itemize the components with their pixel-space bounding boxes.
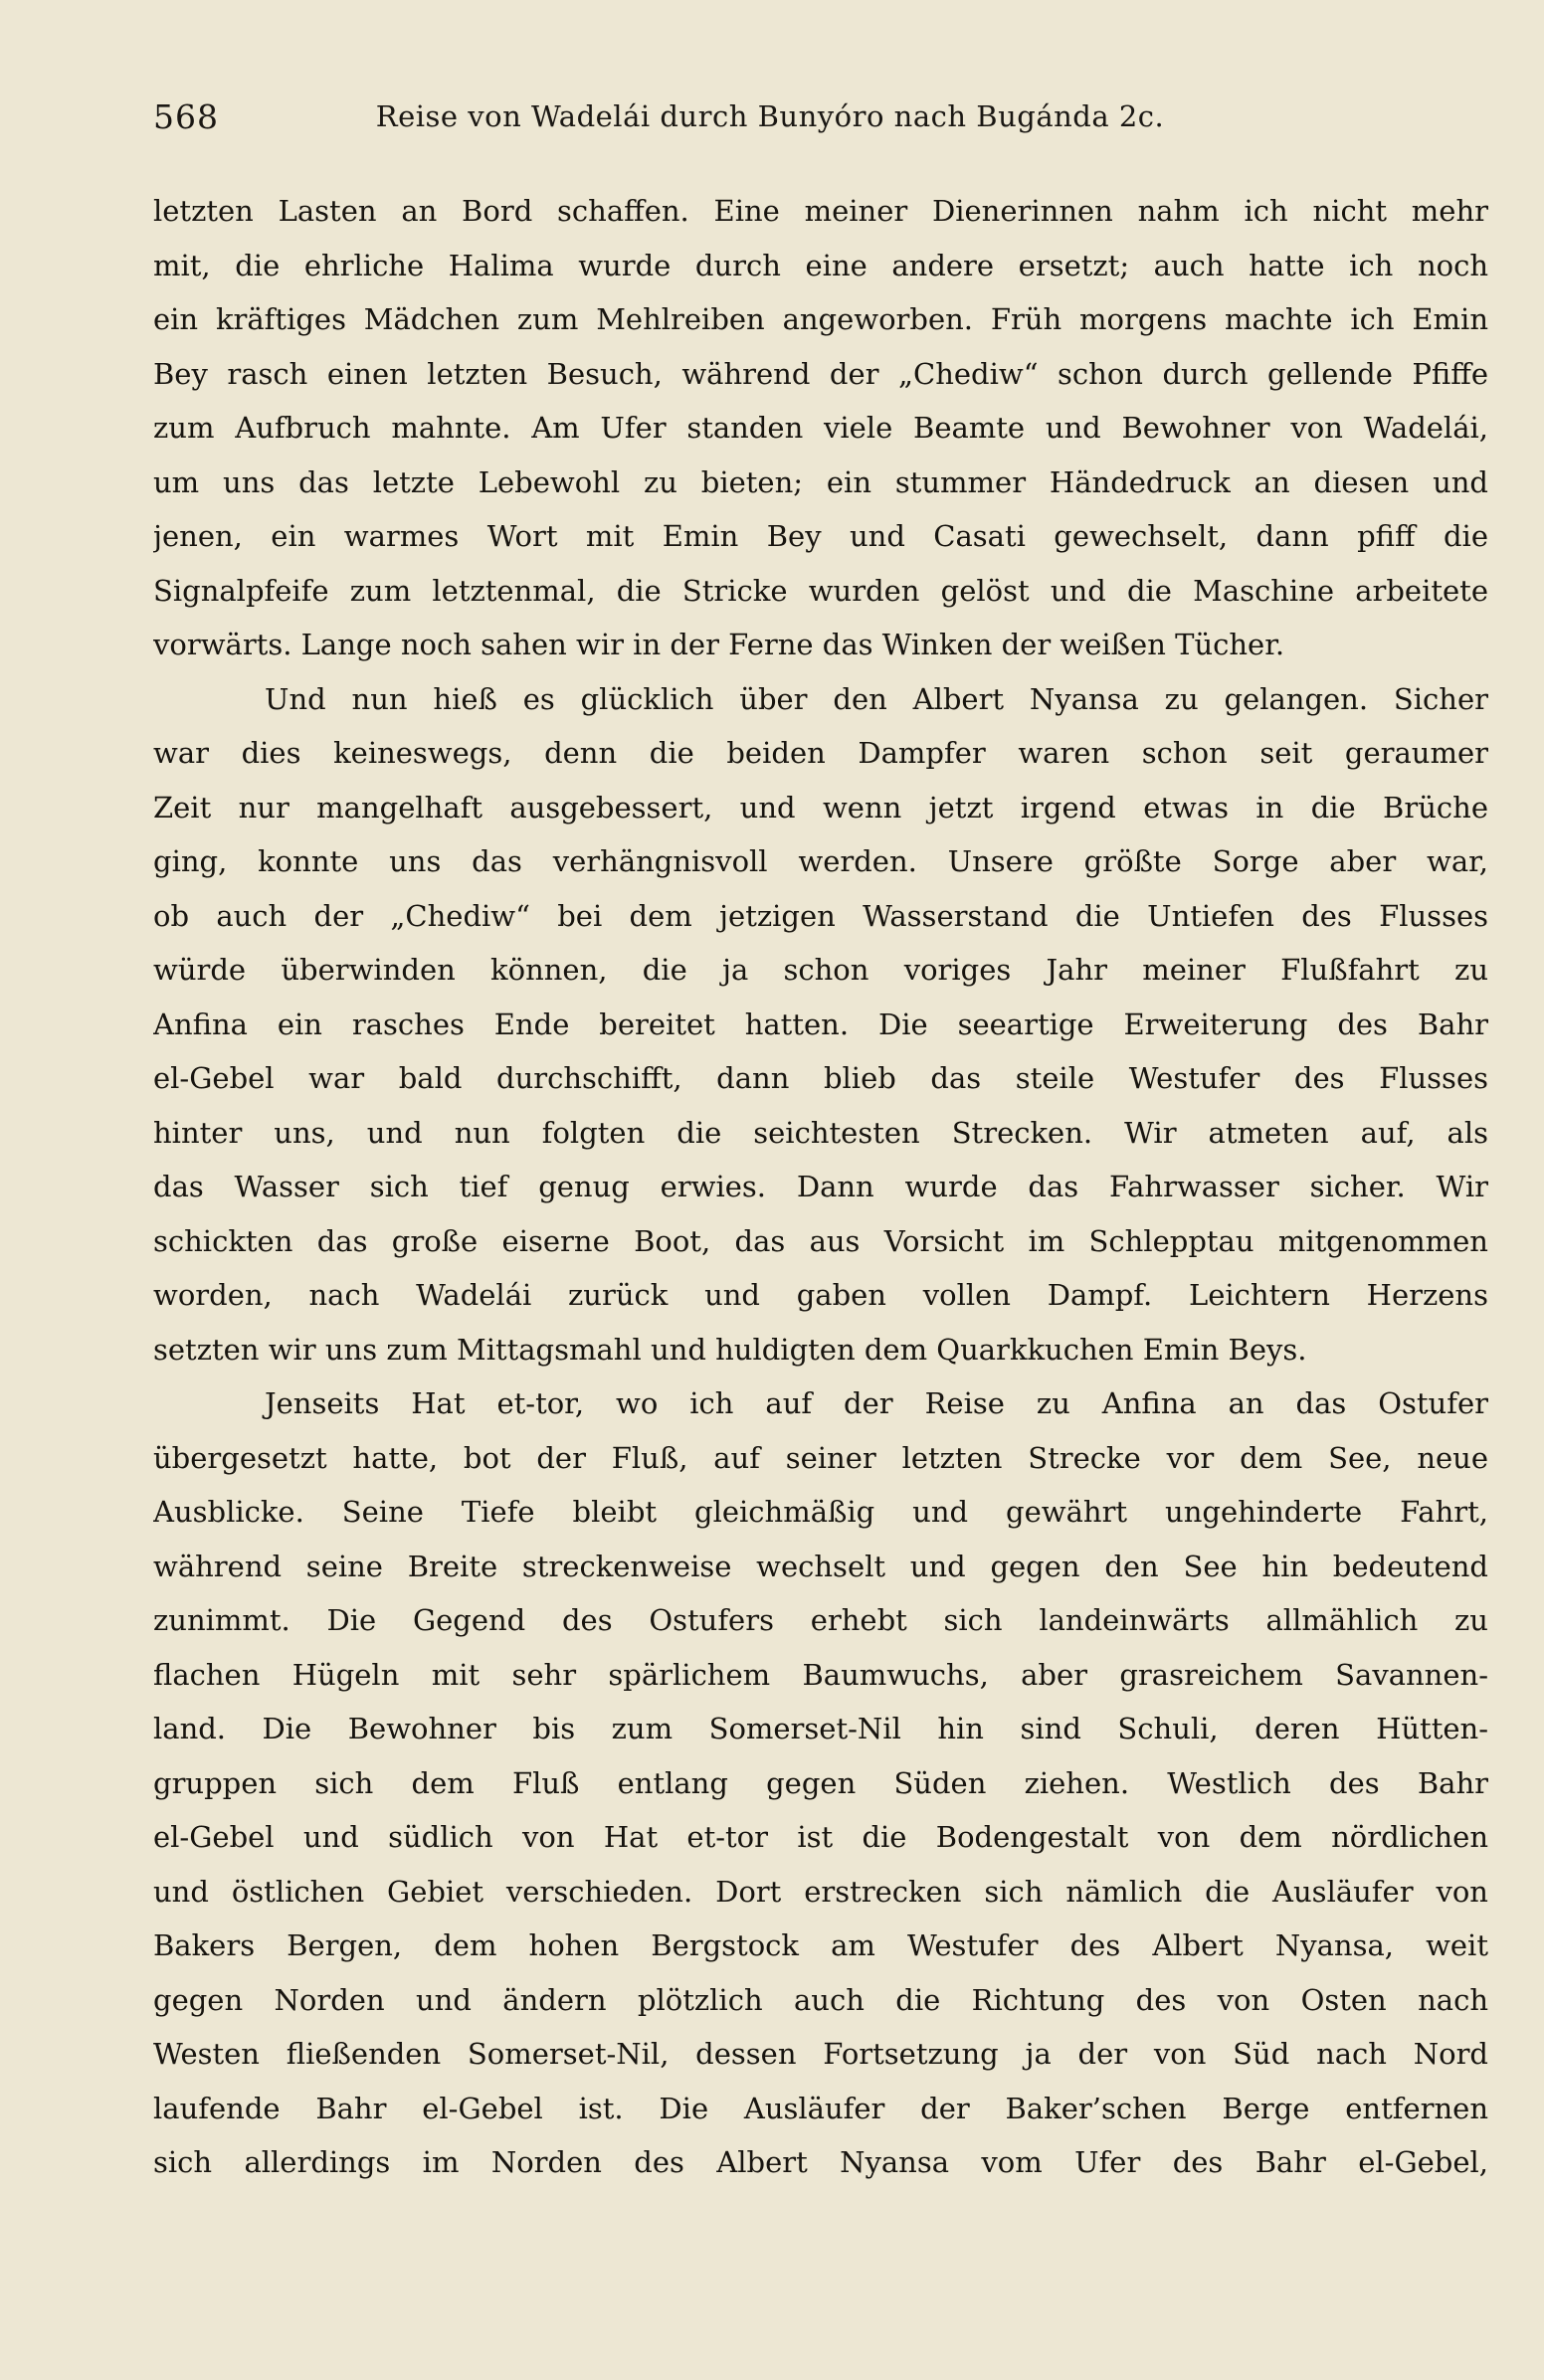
- text-line: Signalpfeife zum letztenmal, die Stricke wurden gelöst und die Maschine arbeitete: [153, 573, 1488, 608]
- text-line: el-Gebel war bald durchschifft, dann blieb das steile Westufer des Flusses: [153, 1061, 1488, 1095]
- text-line: gegen Norden und ändern plötzlich auch die Richtung des von Osten nach: [153, 1982, 1488, 2017]
- text-line: gruppen sich dem Fluß entlang gegen Süden ziehen. Westlich des Bahr: [153, 1765, 1488, 1800]
- paragraph-end-line: setzten wir uns zum Mittagsmahl und huldigten dem Quarkkuchen Emin Beys.: [153, 1332, 1307, 1367]
- text-line: el-Gebel und südlich von Hat et-tor ist die Bodengestalt von dem nördlichen: [153, 1820, 1488, 1854]
- text-line: zum Aufbruch mahnte. Am Ufer standen viele Beamte und Bewohner von Wadelái,: [153, 411, 1488, 445]
- text-line: hinter uns, und nun folgten die seichtesten Strecken. Wir atmeten auf, als: [153, 1115, 1488, 1150]
- text-line: Westen fließenden Somerset-Nil, dessen Fortsetzung ja der von Süd nach Nord: [153, 2037, 1488, 2071]
- text-line: ging, konnte uns das verhängnisvoll werden. Unsere größte Sorge aber war,: [153, 844, 1488, 878]
- text-line: ein kräftiges Mädchen zum Mehlreiben angeworben. Früh morgens machte ich Emin: [153, 302, 1488, 336]
- text-line: und östlichen Gebiet verschieden. Dort erstrecken sich nämlich die Ausläufer von: [153, 1874, 1488, 1909]
- text-line: flachen Hügeln mit sehr spärlichem Baumwuchs, aber grasreichem Savannen-: [153, 1657, 1488, 1692]
- text-line: Ausblicke. Seine Tiefe bleibt gleichmäßig und gewährt ungehinderte Fahrt,: [153, 1495, 1488, 1529]
- text-line: zunimmt. Die Gegend des Ostufers erhebt sich landeinwärts allmählich zu: [153, 1603, 1488, 1637]
- paragraph-end-line: vorwärts. Lange noch sahen wir in der Ferne das Winken der weißen Tücher.: [153, 628, 1285, 661]
- text-line: laufende Bahr el-Gebel ist. Die Ausläufer der Baker’schen Berge entfernen: [153, 2091, 1488, 2125]
- paragraph-start-line: Jenseits Hat et-tor, wo ich auf der Reise zu Anfina an das Ostufer: [265, 1386, 1488, 1420]
- body-text: [153, 184, 1488, 2190]
- text-line: übergesetzt hatte, bot der Fluß, auf seiner letzten Strecke vor dem See, neue: [153, 1440, 1488, 1475]
- running-title: Reise von Wadelái durch Bunyóro nach Bugánda 2c.: [375, 99, 1165, 133]
- text-line: war dies keineswegs, denn die beiden Dampfer waren schon seit geraumer: [153, 736, 1488, 770]
- text-line: jenen, ein warmes Wort mit Emin Bey und Casati gewechselt, dann pfiff die: [153, 519, 1488, 553]
- text-line: ob auch der „Chediw“ bei dem jetzigen Wasserstand die Untiefen des Flusses: [153, 898, 1488, 933]
- text-line: Zeit nur mangelhaft ausgebessert, und wenn jetzt irgend etwas in die Brüche: [153, 790, 1488, 824]
- text-line: worden, nach Wadelái zurück und gaben vollen Dampf. Leichtern Herzens: [153, 1278, 1488, 1312]
- text-line: letzten Lasten an Bord schaffen. Eine meiner Dienerinnen nahm ich nicht mehr: [153, 194, 1488, 228]
- text-line: Bakers Bergen, dem hohen Bergstock am Westufer des Albert Nyansa, weit: [153, 1928, 1488, 1962]
- text-line: würde überwinden können, die ja schon voriges Jahr meiner Flußfahrt zu: [153, 953, 1488, 987]
- text-line: um uns das letzte Lebewohl zu bieten; ein stummer Händedruck an diesen und: [153, 464, 1488, 499]
- page-header: [153, 97, 1387, 141]
- page-number: 568: [153, 97, 219, 136]
- paragraph-start-line: Und nun hieß es glücklich über den Albert Nyansa zu gelangen. Sicher: [265, 681, 1488, 716]
- text-line: Anfina ein rasches Ende bereitet hatten. Die seeartige Erweiterung des Bahr: [153, 1007, 1488, 1041]
- text-line: das Wasser sich tief genug erwies. Dann wurde das Fahrwasser sicher. Wir: [153, 1170, 1488, 1203]
- text-line: mit, die ehrliche Halima wurde durch eine andere ersetzt; auch hatte ich noch: [153, 248, 1488, 282]
- text-line: sich allerdings im Norden des Albert Nyansa vom Ufer des Bahr el-Gebel,: [153, 2145, 1488, 2179]
- text-line: land. Die Bewohner bis zum Somerset-Nil hin sind Schuli, deren Hütten-: [153, 1712, 1488, 1745]
- text-line: Bey rasch einen letzten Besuch, während der „Chediw“ schon durch gellende Pfiffe: [153, 356, 1488, 391]
- text-line: schickten das große eiserne Boot, das aus Vorsicht im Schlepptau mitgenommen: [153, 1223, 1488, 1258]
- text-line: während seine Breite streckenweise wechselt und gegen den See hin bedeutend: [153, 1549, 1488, 1583]
